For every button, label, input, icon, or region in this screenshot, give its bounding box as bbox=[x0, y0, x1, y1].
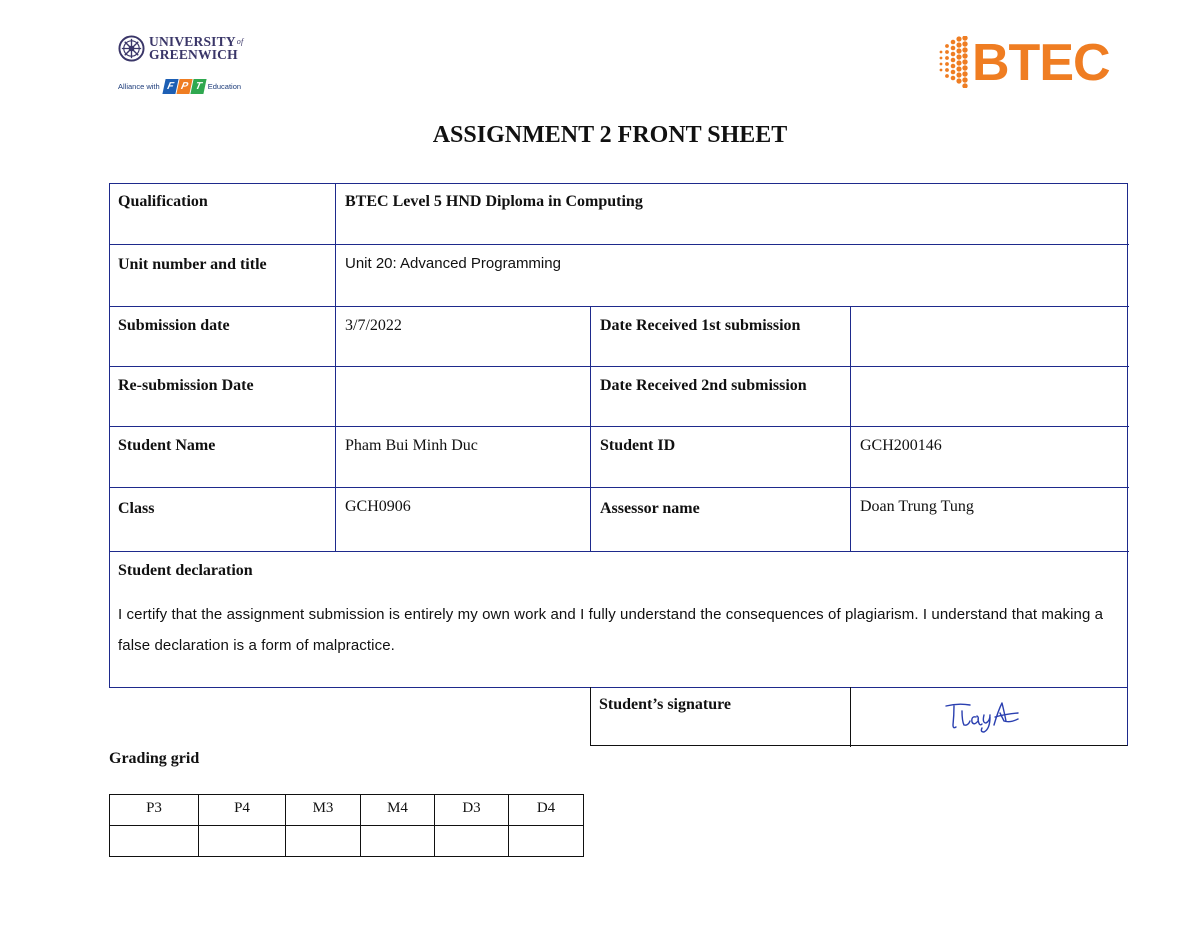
row-qualification bbox=[109, 183, 1129, 244]
grade-p3 bbox=[110, 826, 199, 857]
grading-grid bbox=[109, 794, 584, 857]
grade-m4 bbox=[361, 826, 435, 857]
university-greenwich-logo bbox=[118, 33, 248, 95]
btec-dot bbox=[962, 53, 967, 58]
student-id-label: Student ID bbox=[590, 427, 850, 488]
unit-value: Unit 20: Advanced Programming bbox=[335, 245, 1129, 307]
criterion-m4: M4 bbox=[361, 795, 435, 826]
row-class bbox=[109, 487, 1129, 552]
btec-dot bbox=[962, 77, 967, 82]
alliance-fpt-education: Alliance with F P T Education bbox=[118, 80, 242, 92]
qualification-label: Qualification bbox=[118, 193, 208, 210]
btec-dot bbox=[945, 74, 949, 78]
btec-dot bbox=[962, 41, 967, 46]
grading-criteria-row bbox=[110, 795, 584, 826]
btec-dot bbox=[962, 59, 967, 64]
row-student-name bbox=[109, 426, 1129, 488]
btec-dot bbox=[962, 36, 967, 41]
btec-dot bbox=[945, 56, 949, 60]
signature-row bbox=[590, 687, 1129, 748]
btec-dot bbox=[940, 63, 943, 66]
qualification-value: BTEC Level 5 HND Diploma in Computing bbox=[335, 183, 1129, 244]
unit-label: Unit number and title bbox=[118, 256, 267, 273]
btec-dot bbox=[951, 64, 956, 69]
row-student-declaration bbox=[109, 551, 1129, 690]
grade-d4 bbox=[509, 826, 584, 857]
student-id-value: GCH200146 bbox=[850, 427, 1129, 488]
btec-dot bbox=[945, 50, 949, 54]
btec-dot bbox=[962, 71, 967, 76]
date-received-1st-value bbox=[850, 307, 1129, 367]
btec-dot bbox=[962, 65, 967, 70]
declaration-heading: Student declaration bbox=[118, 562, 253, 579]
btec-dot bbox=[956, 54, 961, 59]
btec-dot bbox=[951, 46, 956, 51]
btec-dot bbox=[951, 76, 956, 81]
btec-dot bbox=[956, 48, 961, 53]
btec-dot bbox=[962, 47, 967, 52]
student-name-value: Pham Bui Minh Duc bbox=[335, 427, 590, 488]
btec-dot bbox=[940, 57, 943, 60]
btec-logo: BTEC bbox=[936, 34, 1121, 92]
row-unit bbox=[109, 244, 1129, 307]
signature-label: Student’s signature bbox=[599, 696, 732, 713]
btec-dot bbox=[945, 44, 949, 48]
btec-dots-icon bbox=[936, 36, 976, 88]
grade-m3 bbox=[286, 826, 361, 857]
grade-p4 bbox=[199, 826, 286, 857]
btec-dot bbox=[956, 42, 961, 47]
page-title: ASSIGNMENT 2 FRONT SHEET bbox=[432, 122, 788, 148]
assessor-value: Doan Trung Tung bbox=[850, 488, 1129, 552]
btec-dot bbox=[951, 70, 956, 75]
declaration-text: I certify that the assignment submission is entirely my own work and I fully understand the consequences of plagiarism. I understand that making a false declaration is a form of malpractice. bbox=[118, 606, 1104, 654]
criterion-m3: M3 bbox=[286, 795, 361, 826]
date-received-2nd-value bbox=[850, 367, 1129, 427]
criterion-d4: D4 bbox=[509, 795, 584, 826]
btec-dot bbox=[956, 78, 961, 83]
student-name-label: Student Name bbox=[118, 437, 216, 454]
date-received-1st-label: Date Received 1st submission bbox=[590, 307, 850, 367]
signature-divider bbox=[850, 687, 851, 747]
grading-values-row bbox=[110, 826, 584, 857]
btec-dot bbox=[956, 72, 961, 77]
btec-dot bbox=[940, 51, 943, 54]
btec-dot bbox=[945, 62, 949, 66]
class-value: GCH0906 bbox=[335, 488, 590, 552]
university-emblem-icon bbox=[118, 35, 145, 62]
grading-grid-title: Grading grid bbox=[109, 750, 200, 767]
fpt-logo: F P T bbox=[164, 79, 206, 94]
btec-dot bbox=[951, 52, 956, 57]
btec-dot bbox=[945, 68, 949, 72]
submission-date-label: Submission date bbox=[118, 317, 230, 334]
front-sheet-form bbox=[109, 183, 1129, 689]
btec-dot bbox=[962, 83, 967, 88]
btec-dot bbox=[956, 36, 961, 41]
row-submission-date bbox=[109, 306, 1129, 367]
btec-dot bbox=[951, 58, 956, 63]
assessor-label: Assessor name bbox=[590, 488, 850, 552]
btec-dot bbox=[956, 60, 961, 65]
btec-dot bbox=[940, 69, 943, 72]
resubmission-date-label: Re-submission Date bbox=[118, 377, 254, 394]
row-resubmission-date bbox=[109, 366, 1129, 427]
btec-dot bbox=[951, 40, 956, 45]
student-signature bbox=[940, 697, 1035, 733]
criterion-p4: P4 bbox=[199, 795, 286, 826]
submission-date-value: 3/7/2022 bbox=[335, 307, 590, 367]
university-name: $UNIVERSITY^{of}$ GREENWICH bbox=[149, 34, 244, 62]
grade-d3 bbox=[435, 826, 509, 857]
resubmission-date-value bbox=[335, 367, 590, 427]
date-received-2nd-label: Date Received 2nd submission bbox=[590, 367, 850, 427]
class-label: Class bbox=[118, 500, 155, 517]
btec-dot bbox=[956, 66, 961, 71]
criterion-p3: P3 bbox=[110, 795, 199, 826]
criterion-d3: D3 bbox=[435, 795, 509, 826]
